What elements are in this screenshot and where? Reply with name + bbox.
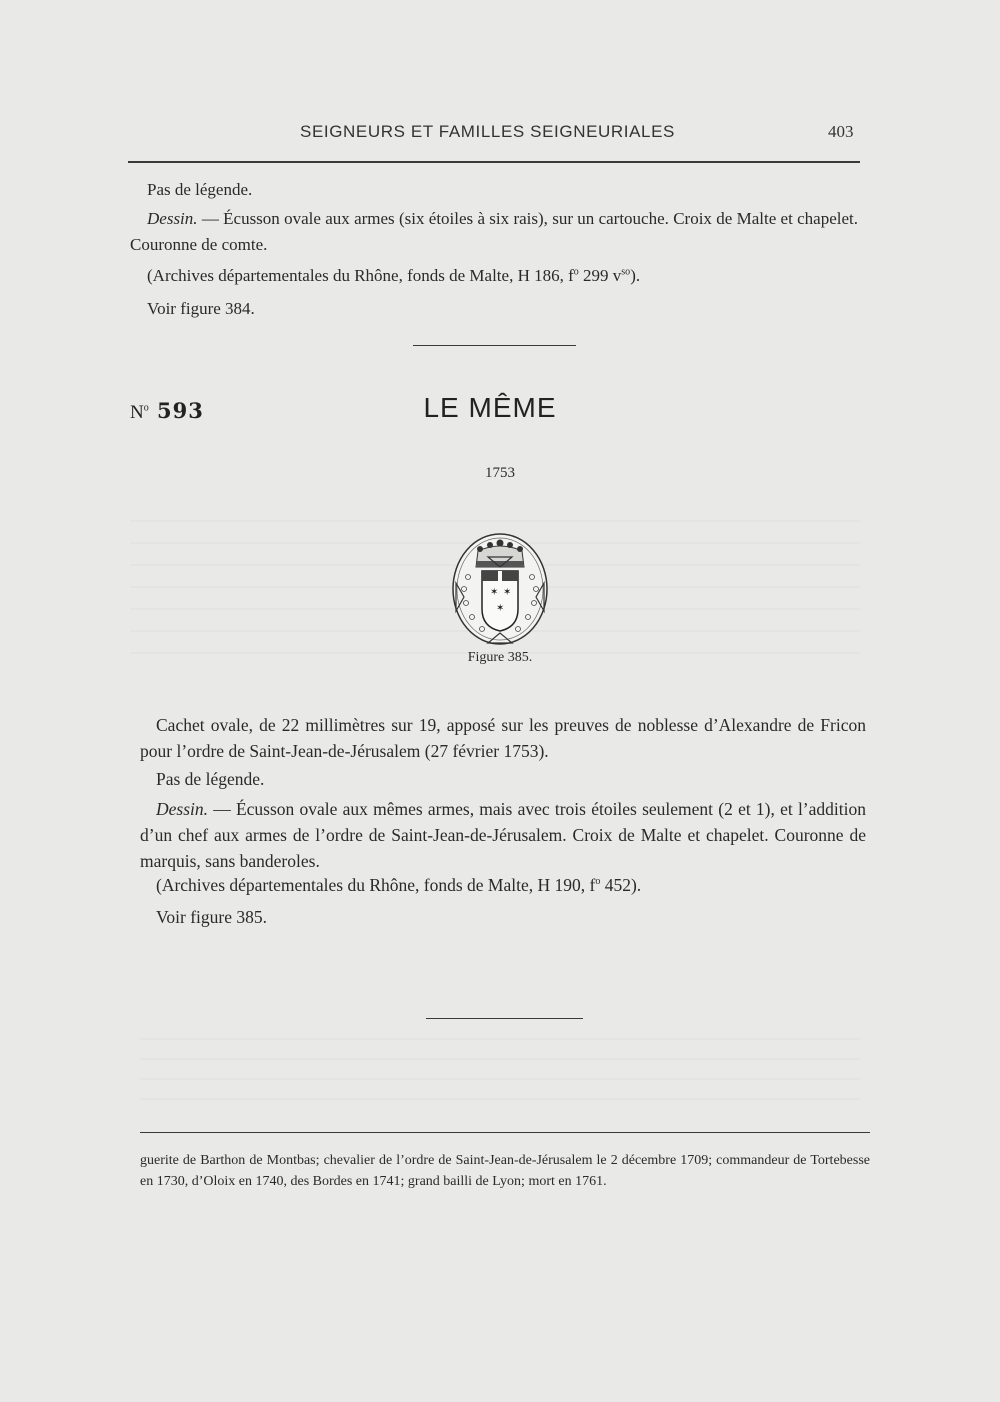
- entry-archives: (Archives départementales du Rhône, fonds de Malte, H 190, $f^o$ 452).: [156, 875, 642, 895]
- entry-drawing-paragraph: [140, 796, 866, 874]
- svg-text:✶: ✶: [496, 603, 505, 614]
- entry-legend: Pas de légende.: [156, 769, 265, 789]
- entry-year: 1753: [485, 465, 515, 481]
- section-divider: [413, 345, 576, 346]
- entry-description: Cachet ovale, de 22 millimètres sur 19, apposé sur les preuves de noblesse d’Alexandre de Fricon pour l’ordre de Saint-Jean-de-Jérusalem (27 février 1753).: [140, 715, 866, 761]
- entry-see-figure: Voir figure 385.: [156, 907, 267, 927]
- escutcheon: [482, 571, 518, 631]
- drawing-text: — Écusson ovale aux armes (six étoiles à six rais), sur un cartouche. Croix de Malte et chapelet. Couronne de comte.: [130, 209, 858, 254]
- previous-see-figure: Voir figure 384.: [147, 299, 255, 318]
- show-through: [140, 1020, 860, 1100]
- drawing-label: Dessin.: [156, 799, 209, 819]
- previous-drawing-paragraph: [130, 206, 858, 258]
- page-number: 403: [828, 122, 854, 141]
- previous-legend: Pas de légende.: [147, 180, 253, 199]
- footnote-rule: [140, 1132, 870, 1133]
- seal-figure: [450, 527, 550, 647]
- end-divider: [426, 1018, 583, 1019]
- svg-text:✶: ✶: [490, 587, 499, 598]
- running-title: SEIGNEURS ET FAMILLES SEIGNEURIALES: [300, 122, 675, 141]
- header-rule: [128, 161, 860, 163]
- svg-text:✶: ✶: [503, 587, 512, 598]
- drawing-text: — Écusson ovale aux mêmes armes, mais avec trois étoiles seulement (2 et 1), et l’addition d’un chef aux armes de l’ordre de Saint-Jean-de-Jérusalem. Croix de Malte et chapelet. Couronne de marquis, sans banderoles.: [140, 799, 866, 871]
- entry-number: $N^o$ 593: [130, 398, 204, 423]
- previous-archives: (Archives départementales du Rhône, fonds de Malte, H 186, $f^o$ 299 $v^{so}$).: [147, 266, 641, 285]
- footnote-text: guerite de Barthon de Montbas; chevalier de l’ordre de Saint-Jean-de-Jérusalem le 2 décembre 1709; commandeur de Tortebesse en 1730, d’Oloix en 1740, des Bordes en 1741; grand bailli de Lyon; mort en 1761.: [140, 1153, 870, 1189]
- figure-caption: Figure 385.: [467, 650, 533, 665]
- drawing-label: Dessin.: [147, 209, 198, 228]
- entry-title: LE MÊME: [423, 392, 557, 423]
